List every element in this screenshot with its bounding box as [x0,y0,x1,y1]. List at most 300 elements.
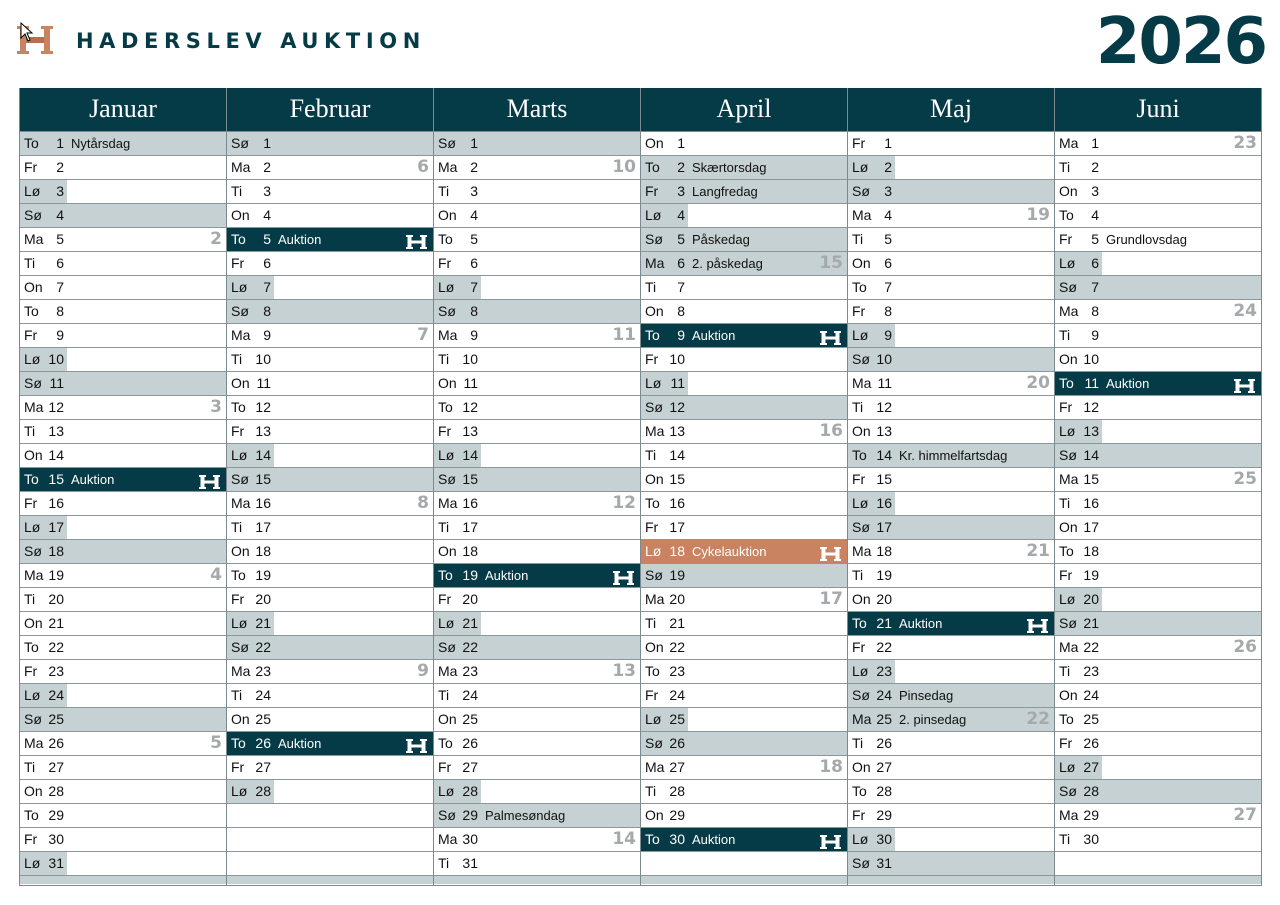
day-number: 7 [470,279,478,295]
day-row [434,372,640,396]
day-number: 16 [462,495,478,511]
weekday-label: Fr [645,183,659,199]
auction-h-logo-icon [820,329,841,343]
weekday-label: Lø [1059,255,1076,271]
weekday-label: To [231,399,246,415]
day-row [227,324,433,348]
weekday-label: Fr [24,495,38,511]
weekday-label: Lø [645,711,662,727]
week-number: 20 [1026,373,1050,393]
day-number: 27 [669,759,685,775]
day-row [434,732,640,756]
week-number: 8 [417,493,429,513]
week-number: 17 [819,589,843,609]
weekday-label: Sø [852,687,870,703]
weekday-label: Fr [24,663,38,679]
weekday-label: On [24,279,43,295]
day-number: 14 [669,447,685,463]
day-row [227,444,433,468]
weekday-label: Sø [645,231,663,247]
day-number: 22 [1083,639,1099,655]
weekday-label: Lø [852,159,869,175]
day-row [434,588,640,612]
day-number: 23 [462,663,478,679]
day-row [434,348,640,372]
day-row [641,564,847,588]
day-row [434,660,640,684]
day-number: 3 [263,183,271,199]
weekday-label: Sø [852,183,870,199]
day-number: 1 [884,135,892,151]
day-number: 29 [1083,807,1099,823]
day-number: 22 [48,639,64,655]
day-row [848,684,1054,708]
day-number: 25 [255,711,271,727]
day-row [848,252,1054,276]
day-row [227,636,433,660]
weekday-label: Lø [1059,591,1076,607]
weekday-label: Fr [231,423,245,439]
month-footer-strip [1055,876,1261,884]
day-row [434,396,640,420]
weekday-label: Ma [24,231,44,247]
day-row [1055,492,1261,516]
day-row [848,492,1054,516]
weekday-label: Fr [852,135,866,151]
day-number: 10 [255,351,271,367]
day-number: 17 [1083,519,1099,535]
day-row [848,780,1054,804]
day-row [848,612,1054,636]
weekday-label: Sø [1059,279,1077,295]
day-number: 10 [876,351,892,367]
day-row [20,660,226,684]
weekday-label: Ti [438,519,450,535]
weekday-label: To [438,399,453,415]
day-row [20,708,226,732]
day-row [641,276,847,300]
weekday-label: On [1059,519,1078,535]
weekday-label: Ma [1059,807,1079,823]
weekday-label: Ma [1059,303,1079,319]
day-number: 30 [1083,831,1099,847]
day-number: 18 [669,543,685,559]
day-row [641,732,847,756]
day-number: 12 [669,399,685,415]
weekday-label: Sø [438,639,456,655]
day-row [227,660,433,684]
day-number: 1 [56,135,64,151]
day-number: 11 [670,375,685,391]
day-number: 3 [677,183,685,199]
month-column-marts [434,88,641,885]
day-row [1055,372,1261,396]
weekday-label: Ti [231,687,243,703]
weekday-label: Sø [645,735,663,751]
day-row [434,204,640,228]
month-column-juni [1055,88,1262,885]
day-number: 11 [49,375,64,391]
day-event-label: Auktion [692,832,736,847]
day-row [641,492,847,516]
day-row [1055,276,1261,300]
day-number: 5 [677,231,685,247]
weekday-label: Ma [24,399,44,415]
day-row [1055,348,1261,372]
day-number: 5 [470,231,478,247]
day-row [434,828,640,852]
day-row [227,204,433,228]
weekday-label: Lø [231,279,248,295]
day-row [20,636,226,660]
weekday-label: To [438,567,453,583]
weekday-label: Fr [24,159,38,175]
day-row [848,156,1054,180]
weekday-label: Sø [852,519,870,535]
day-row [641,204,847,228]
day-number: 15 [462,471,478,487]
day-number: 12 [876,399,892,415]
weekday-label: Ti [438,855,450,871]
weekday-label: Fr [852,639,866,655]
day-number: 13 [876,423,892,439]
day-row [227,468,433,492]
day-row [434,804,640,828]
weekday-label: Sø [438,807,456,823]
weekday-label: Fr [1059,231,1073,247]
day-row [848,756,1054,780]
day-number: 8 [884,303,892,319]
day-number: 25 [669,711,685,727]
day-number: 5 [884,231,892,247]
weekday-label: Sø [24,543,42,559]
weekday-label: On [231,711,250,727]
weekday-label: Ma [24,567,44,583]
calendar-year: 2026 [1095,5,1266,79]
day-row [227,492,433,516]
weekday-label: Lø [852,327,869,343]
day-number: 6 [1091,255,1099,271]
day-number: 28 [669,783,685,799]
day-row [434,756,640,780]
day-number: 11 [463,375,478,391]
weekday-label: Fr [852,471,866,487]
day-row [641,420,847,444]
day-number: 25 [1083,711,1099,727]
day-number: 22 [255,639,271,655]
day-row [641,132,847,156]
day-row [20,468,226,492]
weekday-label: On [24,615,43,631]
month-title: April [641,88,847,132]
weekday-label: Fr [438,759,452,775]
weekday-label: Lø [231,447,248,463]
day-row [20,684,226,708]
weekday-label: Ti [438,687,450,703]
day-row [641,756,847,780]
day-number: 23 [669,663,685,679]
weekday-label: Fr [852,303,866,319]
day-number: 29 [669,807,685,823]
month-footer-strip [641,876,847,884]
weekday-label: Ma [852,543,872,559]
weekday-label: Lø [438,447,455,463]
day-event-label: Auktion [71,472,115,487]
day-row [20,276,226,300]
day-number: 2 [56,159,64,175]
day-number: 18 [876,543,892,559]
day-number: 6 [884,255,892,271]
day-row [641,300,847,324]
weekday-label: Lø [852,831,869,847]
weekday-label: Fr [438,591,452,607]
day-event-label: 2. påskedag [692,256,763,271]
day-row [434,612,640,636]
day-row [848,732,1054,756]
week-number: 24 [1233,301,1257,321]
day-row [641,348,847,372]
day-number: 17 [48,519,64,535]
weekday-label: On [231,543,250,559]
day-number: 16 [876,495,892,511]
day-row [641,468,847,492]
day-row [434,276,640,300]
day-row [1055,516,1261,540]
day-number: 14 [1083,447,1099,463]
weekday-label: On [645,807,664,823]
day-number: 16 [1083,495,1099,511]
weekday-label: Ma [438,495,458,511]
day-number: 19 [255,567,271,583]
day-number: 10 [462,351,478,367]
day-number: 15 [1083,471,1099,487]
weekday-label: Sø [231,303,249,319]
day-row [20,780,226,804]
weekday-label: To [24,303,39,319]
page-header [0,0,1280,86]
auction-h-logo-icon [820,545,841,559]
day-number: 24 [255,687,271,703]
day-row [848,588,1054,612]
weekday-label: Lø [231,615,248,631]
weekday-label: Ma [852,711,872,727]
day-row [434,852,640,876]
day-number: 3 [470,183,478,199]
weekday-label: To [645,663,660,679]
week-number: 27 [1233,805,1257,825]
weekday-label: On [231,207,250,223]
day-number: 12 [255,399,271,415]
day-row [434,468,640,492]
weekday-label: Ma [438,831,458,847]
day-number: 25 [462,711,478,727]
day-number: 31 [48,855,64,871]
day-number: 13 [1083,423,1099,439]
day-number: 9 [56,327,64,343]
day-row [1055,468,1261,492]
day-number: 9 [470,327,478,343]
day-number: 11 [877,375,892,391]
day-row [641,372,847,396]
day-number: 15 [48,471,64,487]
weekday-label: Lø [24,351,41,367]
day-number: 19 [669,567,685,583]
weekday-label: Ma [231,495,251,511]
weekday-label: To [231,231,246,247]
calendar-grid [19,88,1262,886]
day-event-label: Palmesøndag [485,808,566,823]
day-row [1055,828,1261,852]
weekday-label: Sø [231,471,249,487]
weekday-label: Fr [645,351,659,367]
day-row [641,444,847,468]
weekday-label: Ti [231,183,243,199]
weekday-label: Ma [852,207,872,223]
weekday-label: To [852,279,867,295]
day-row [227,684,433,708]
day-number: 19 [876,567,892,583]
week-number: 16 [819,421,843,441]
day-number: 17 [255,519,271,535]
empty-day-row [641,852,847,876]
day-row [1055,132,1261,156]
empty-day-row [227,852,433,876]
auction-h-logo-icon [1027,617,1048,631]
weekday-label: Lø [24,687,41,703]
empty-day-row [227,828,433,852]
week-number: 25 [1233,469,1257,489]
weekday-label: To [438,231,453,247]
auction-h-logo-icon [406,233,427,247]
day-row [641,780,847,804]
weekday-label: Fr [645,687,659,703]
day-row [227,132,433,156]
weekday-label: Fr [645,519,659,535]
day-row [641,324,847,348]
weekday-label: On [852,759,871,775]
day-row [1055,684,1261,708]
weekday-label: Fr [24,327,38,343]
day-row [227,252,433,276]
auction-h-logo-icon [199,473,220,487]
day-number: 10 [1083,351,1099,367]
day-event-label: Langfredag [692,184,758,199]
day-number: 30 [48,831,64,847]
day-number: 21 [462,615,478,631]
weekday-label: Ti [852,735,864,751]
day-row [848,204,1054,228]
day-row [848,636,1054,660]
day-number: 22 [876,639,892,655]
day-event-label: Auktion [899,616,943,631]
day-number: 14 [48,447,64,463]
weekday-label: Ti [24,255,36,271]
day-row [227,540,433,564]
day-row [20,228,226,252]
weekday-label: Fr [24,831,38,847]
day-row [848,324,1054,348]
weekday-label: Fr [231,255,245,271]
day-number: 12 [48,399,64,415]
day-row [20,132,226,156]
day-row [1055,300,1261,324]
week-number: 11 [612,325,636,345]
day-row [1055,444,1261,468]
day-event-label: Grundlovsdag [1106,232,1187,247]
day-number: 7 [884,279,892,295]
weekday-label: On [645,303,664,319]
week-number: 18 [819,757,843,777]
day-row [641,612,847,636]
day-row [641,708,847,732]
day-row [434,564,640,588]
day-number: 15 [876,471,892,487]
day-row [20,252,226,276]
day-event-label: Skærtorsdag [692,160,767,175]
day-number: 4 [884,207,892,223]
day-number: 1 [1091,135,1099,151]
weekday-label: Ti [645,447,657,463]
day-row [434,300,640,324]
day-row [227,516,433,540]
day-row [20,156,226,180]
weekday-label: To [1059,543,1074,559]
weekday-label: On [438,711,457,727]
day-number: 8 [56,303,64,319]
day-row [434,516,640,540]
week-number: 19 [1026,205,1050,225]
day-number: 26 [1083,735,1099,751]
weekday-label: On [24,447,43,463]
day-row [1055,804,1261,828]
day-row [434,228,640,252]
day-row [1055,636,1261,660]
weekday-label: Sø [231,639,249,655]
day-number: 2 [677,159,685,175]
day-number: 26 [255,735,271,751]
day-number: 19 [462,567,478,583]
day-row [848,828,1054,852]
day-number: 31 [462,855,478,871]
day-row [227,276,433,300]
day-number: 19 [48,567,64,583]
day-number: 25 [876,711,892,727]
weekday-label: Lø [1059,759,1076,775]
day-number: 15 [669,471,685,487]
day-row [20,372,226,396]
day-row [227,564,433,588]
day-number: 8 [677,303,685,319]
day-number: 26 [462,735,478,751]
day-number: 8 [470,303,478,319]
day-number: 7 [263,279,271,295]
weekday-label: To [1059,375,1074,391]
day-row [20,564,226,588]
weekday-label: Lø [438,615,455,631]
day-event-label: Auktion [278,232,322,247]
weekday-label: Ti [852,567,864,583]
day-row [434,132,640,156]
day-row [434,780,640,804]
day-number: 13 [48,423,64,439]
day-number: 23 [1083,663,1099,679]
day-row [641,684,847,708]
day-event-label: 2. pinsedag [899,712,967,727]
weekday-label: On [645,135,664,151]
weekday-label: To [24,471,39,487]
day-row [641,588,847,612]
weekday-label: Lø [24,183,41,199]
